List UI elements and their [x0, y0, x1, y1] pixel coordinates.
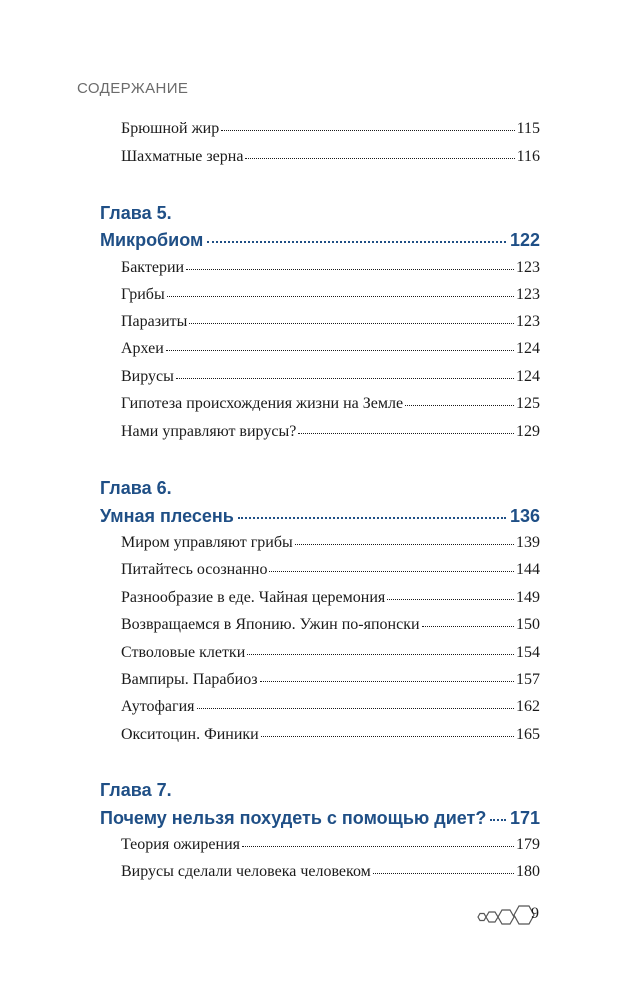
dot-leader [298, 433, 514, 434]
toc-entry-title: Шахматные зерна [121, 148, 244, 165]
toc-entry-page: 129 [516, 423, 540, 440]
chapter-page: 171 [509, 808, 540, 828]
toc-entry-page: 179 [516, 836, 540, 853]
toc-entry[interactable] [121, 313, 540, 331]
toc-entry-page: 124 [516, 368, 540, 385]
page-number: 9 [531, 905, 539, 922]
toc-entry[interactable] [121, 534, 540, 552]
chapter-page: 122 [509, 230, 540, 250]
toc-entry-title: Окситоцин. Финики [121, 726, 259, 743]
toc-entry-title: Стволовые клетки [121, 644, 246, 661]
dot-leader [422, 626, 514, 627]
toc-entry[interactable] [121, 286, 540, 304]
toc-entry-title: Питайтесь осознанно [121, 561, 268, 578]
toc-entry-page: 116 [516, 148, 540, 165]
dot-leader [405, 405, 514, 406]
dot-leader [167, 296, 514, 297]
toc-entry-page: 115 [516, 120, 540, 137]
toc-entry[interactable] [121, 148, 540, 166]
toc-entry-page: 144 [516, 561, 540, 578]
toc-entry[interactable] [121, 423, 540, 441]
toc-entry[interactable] [121, 644, 540, 662]
toc-entry-title: Возвращаемся в Японию. Ужин по-японски [121, 616, 420, 633]
toc-entry-title: Гипотеза происхождения жизни на Земле [121, 395, 404, 412]
toc-entry-page: 123 [516, 313, 540, 330]
toc-entry-title: Вампиры. Парабиоз [121, 671, 258, 688]
toc-entry-page: 139 [516, 534, 540, 551]
dot-leader [261, 736, 514, 737]
dot-leader [166, 350, 514, 351]
chapter-title: Умная плесень [100, 506, 234, 526]
chapter-title: Микробиом [100, 230, 204, 250]
toc-entry-title: Аутофагия [121, 698, 195, 715]
toc-entry-page: 150 [516, 616, 540, 633]
dot-leader [295, 544, 514, 545]
toc-entry-title: Вирусы сделали человека человеком [121, 863, 371, 880]
dot-leader [260, 681, 514, 682]
toc-entry[interactable] [121, 589, 540, 607]
toc-entry[interactable] [121, 259, 540, 277]
toc-entry-title: Брюшной жир [121, 120, 220, 137]
toc-entry-title: Археи [121, 340, 164, 357]
toc-entry[interactable] [121, 836, 540, 854]
toc-entry[interactable] [121, 698, 540, 716]
toc-entry-title: Теория ожирения [121, 836, 240, 853]
toc-entry-page: 149 [516, 589, 540, 606]
toc-entry[interactable] [121, 340, 540, 358]
dot-leader [176, 378, 514, 379]
chapter-title: Почему нельзя похудеть с помощью диет? [100, 808, 487, 828]
dot-leader [387, 599, 514, 600]
toc-entry-title: Бактерии [121, 259, 185, 276]
chapter-entry[interactable] [100, 230, 540, 251]
toc-entry[interactable] [121, 671, 540, 689]
toc-entry-title: Нами управляют вирусы? [121, 423, 297, 440]
toc-entry-page: 157 [516, 671, 540, 688]
dot-leader [269, 571, 514, 572]
toc-entry-title: Грибы [121, 286, 165, 303]
dot-leader [189, 323, 514, 324]
toc-entry-page: 162 [516, 698, 540, 715]
toc-entry-title: Вирусы [121, 368, 174, 385]
toc-entry-page: 165 [516, 726, 540, 743]
hexagon-chain-icon [474, 900, 554, 930]
toc-entry-page: 123 [516, 259, 540, 276]
chapter-entry[interactable] [100, 808, 540, 829]
dot-leader [247, 654, 514, 655]
dot-leader [238, 517, 506, 519]
toc-entry-page: 123 [516, 286, 540, 303]
chapter-entry[interactable] [100, 506, 540, 527]
dot-leader [373, 873, 514, 874]
dot-leader [245, 158, 514, 159]
toc-entry[interactable] [121, 120, 540, 138]
chapter-page: 136 [509, 506, 540, 526]
toc-entry[interactable] [121, 395, 540, 413]
dot-leader [490, 819, 506, 821]
toc-entry-title: Паразиты [121, 313, 188, 330]
running-header: СОДЕРЖАНИЕ [77, 80, 189, 97]
toc-entry[interactable] [121, 616, 540, 634]
toc-entry[interactable] [121, 561, 540, 579]
chapter-label: Глава 5. [100, 203, 172, 223]
dot-leader [207, 241, 506, 243]
chapter-label: Глава 7. [100, 780, 172, 800]
toc-entry-title: Миром управляют грибы [121, 534, 293, 551]
dot-leader [242, 846, 514, 847]
chapter-label: Глава 6. [100, 478, 172, 498]
toc-entry-page: 154 [516, 644, 540, 661]
toc-entry-page: 124 [516, 340, 540, 357]
toc-entry-page: 180 [516, 863, 540, 880]
dot-leader [197, 708, 515, 709]
dot-leader [186, 269, 514, 270]
toc-entry-page: 125 [516, 395, 540, 412]
toc-entry[interactable] [121, 726, 540, 744]
toc-entry-title: Разнообразие в еде. Чайная церемония [121, 589, 386, 606]
dot-leader [221, 130, 514, 131]
toc-entry[interactable] [121, 863, 540, 881]
toc-entry[interactable] [121, 368, 540, 386]
